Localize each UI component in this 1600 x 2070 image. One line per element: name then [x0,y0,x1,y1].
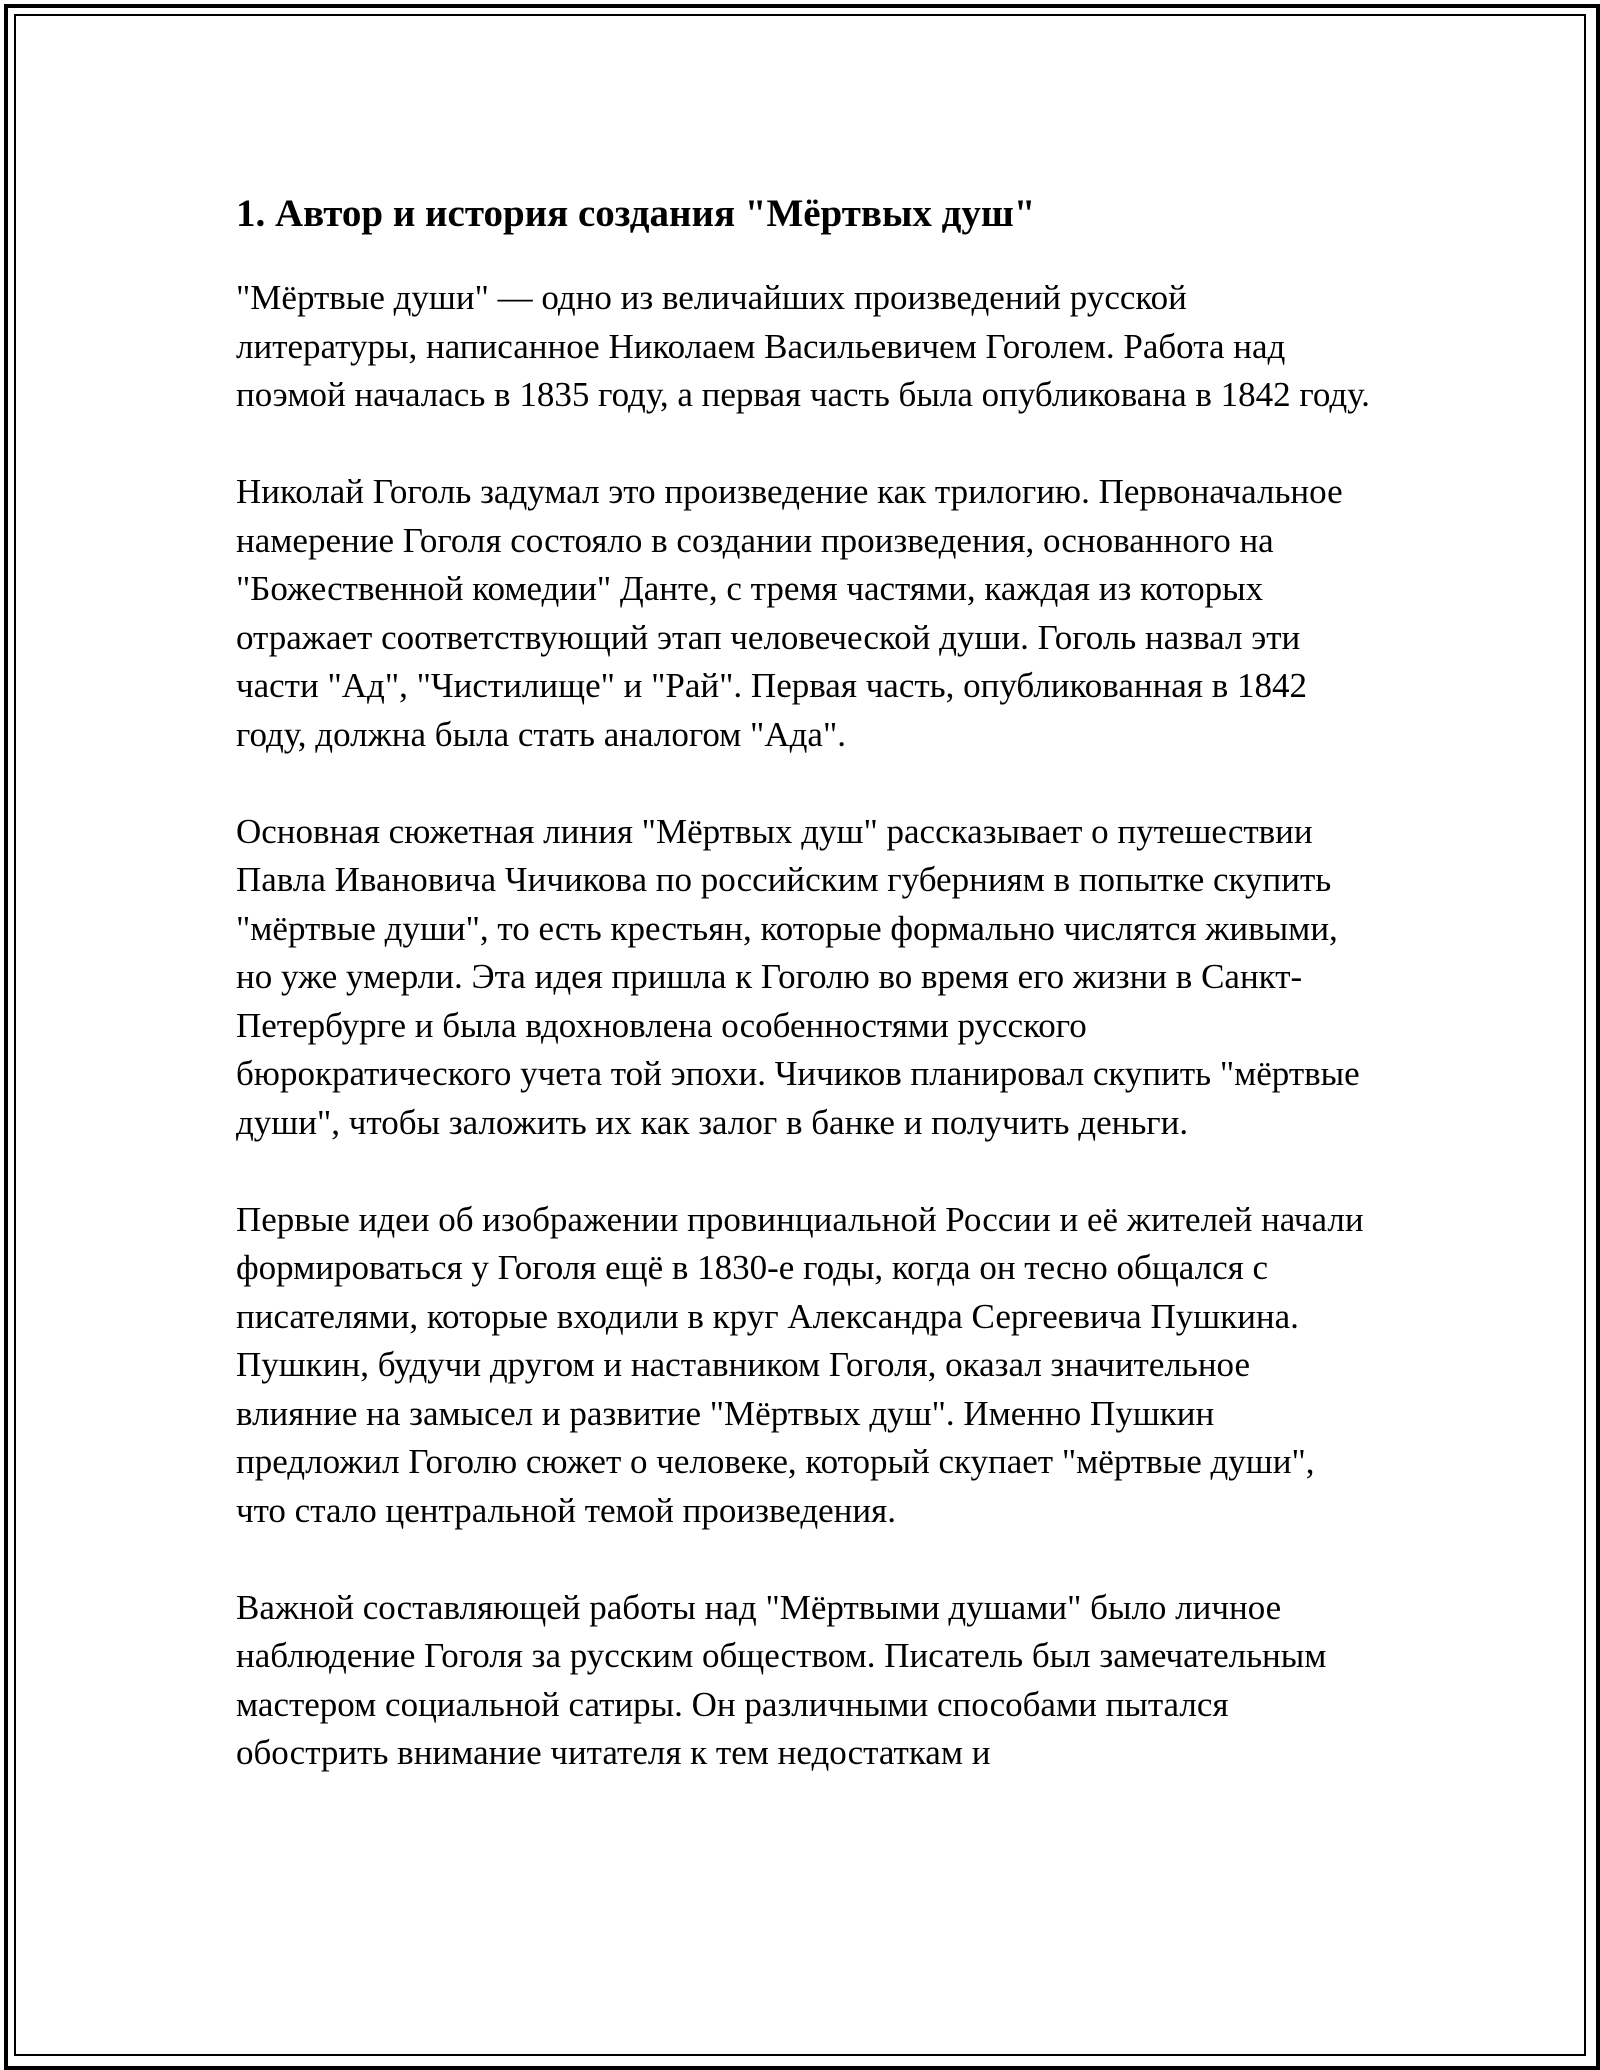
paragraph-trilogy: Николай Гоголь задумал это произведение как трилогию. Первоначальное намерение Гоголя состояло в создании произведения, основанного на "Божественной комедии" Данте, с тремя частями, каждая из которых отражает соответствующий этап человеческой души. Гоголь назвал эти части "Ад", "Чистилище" и "Рай". Первая часть, опубликованная в 1842 году, должна была стать аналогом "Ада". [236,472,1343,754]
section-heading: 1. Автор и история создания "Мёртвых душ" [236,192,1036,235]
paragraph-intro: "Мёртвые души" — одно из величайших произведений русской литературы, написанное Николаем Васильевичем Гоголем. Работа над поэмой началась в 1835 году, а первая часть была опубликована в 1842 году. [236,278,1370,414]
paragraph-plot: Основная сюжетная линия "Мёртвых душ" рассказывает о путешествии Павла Ивановича Чичикова по российским губерниям в попытке скупить "мёртвые души", то есть крестьян, которые формально числятся живыми, но уже умерли. Эта идея пришла к Гоголю во время его жизни в Санкт-Петербурге и была вдохновлена особенностями русского бюрократического учета той эпохи. Чичиков планировал скупить "мёртвые души", чтобы заложить их как залог в банке и получить деньги. [236,811,1360,1142]
paragraph-pushkin: Первые идеи об изображении провинциальной России и её жителей начали формироваться у Гоголя ещё в 1830-е годы, когда он тесно общался с писателями, которые входили в круг Александра Сергеевича Пушкина. Пушкин, будучи другом и наставником Гоголя, оказал значительное влияние на замысел и развитие "Мёртвых душ". Именно Пушкин предложил Гоголю сюжет о человеке, который скупает "мёртвые души", что стало центральной темой произведения. [236,1199,1364,1530]
document-body [236,182,1370,1826]
paragraph-satire: Важной составляющей работы над "Мёртвыми душами" было личное наблюдение Гоголя за русским обществом. Писатель был замечательным мастером социальной сатиры. Он различными способами пытался обострить внимание читателя к тем недостаткам и [236,1587,1327,1772]
